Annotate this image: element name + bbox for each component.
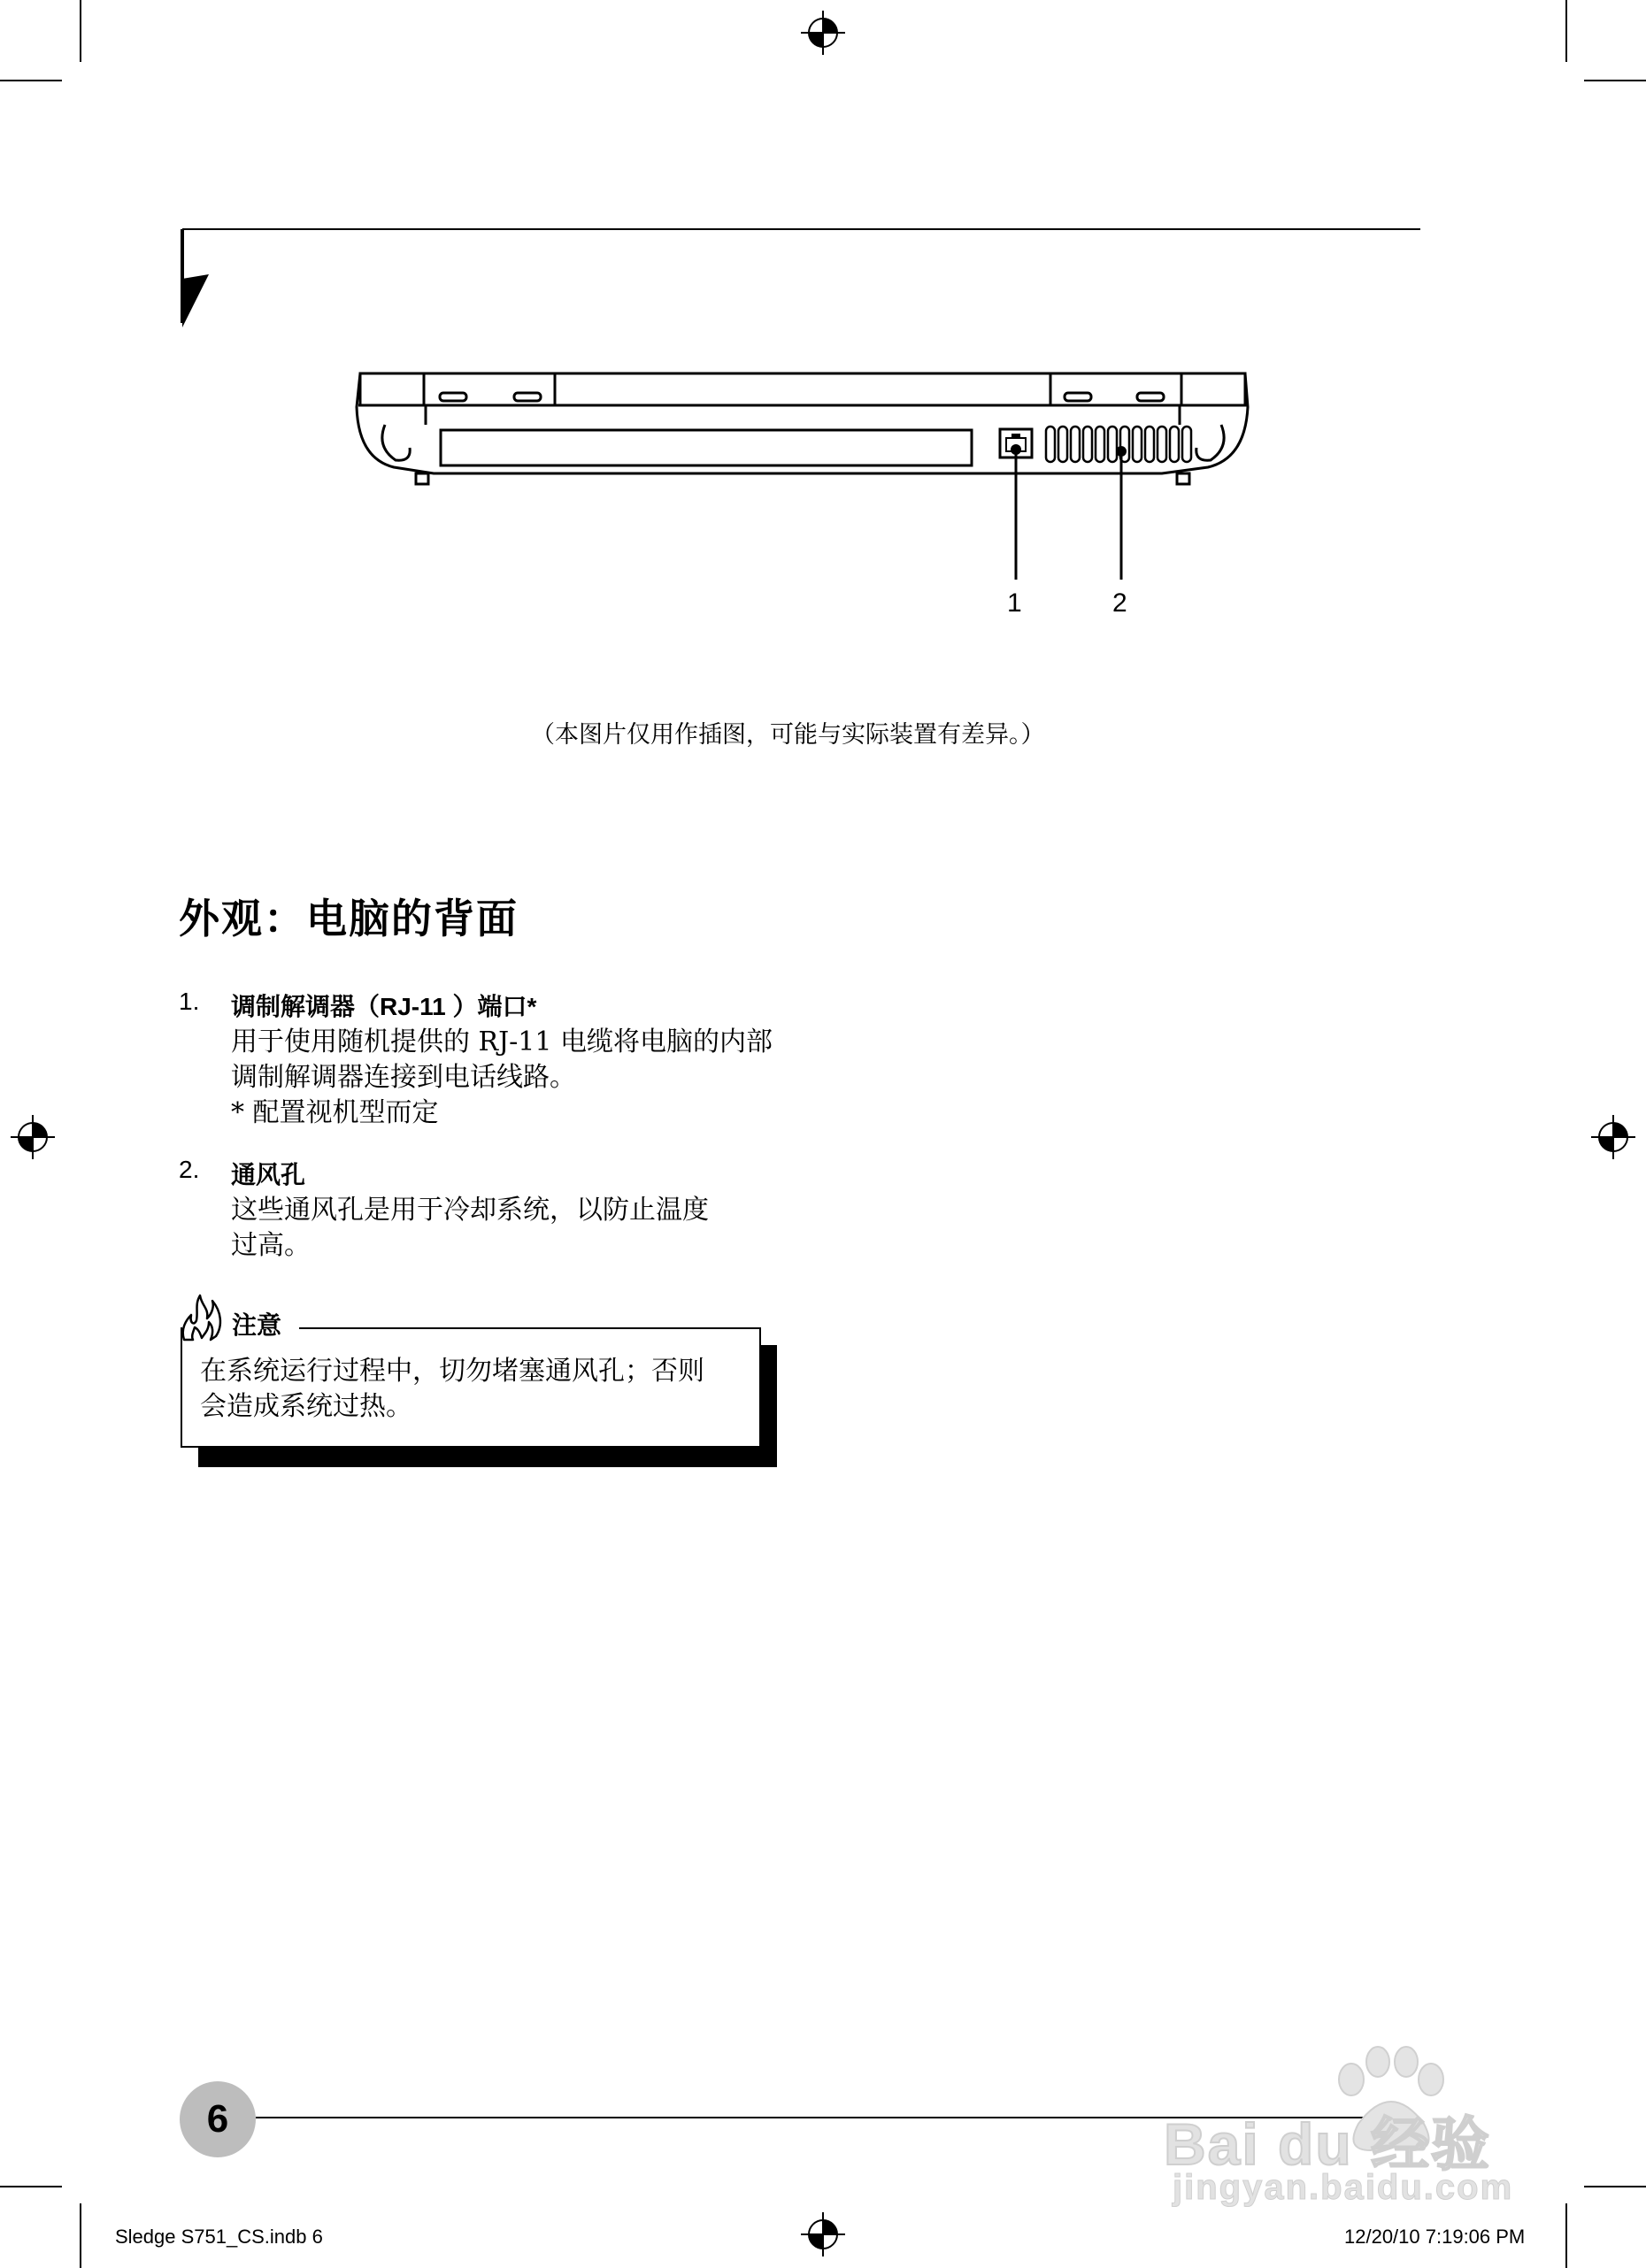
description-line: 用于使用随机提供的 RJ-11 电缆将电脑的内部 — [231, 1026, 773, 1057]
fire-icon — [179, 1294, 225, 1343]
baidu-watermark — [1146, 2026, 1562, 2207]
print-slug-file: Sledge S751_CS.indb 6 — [115, 2226, 323, 2248]
item-description — [231, 1193, 797, 1264]
page-number: 6 — [206, 2097, 229, 2141]
figure-caption: （本图片仅用作插图，可能与实际装置有差异。） — [531, 721, 1045, 749]
crop-mark — [1584, 80, 1646, 81]
crop-mark — [0, 2186, 62, 2187]
watermark-brand: Bai du 经验 — [1164, 2111, 1492, 2177]
caution-line: 会造成系统过热。 — [200, 1391, 412, 1422]
list-item — [179, 1156, 816, 1262]
crop-mark — [0, 80, 62, 81]
callout-label-2: 2 — [1112, 588, 1127, 618]
caution-text — [200, 1354, 704, 1425]
caution-label: 注意 — [232, 1306, 287, 1342]
item-number: 1. — [179, 988, 200, 1015]
crop-mark — [80, 2203, 81, 2268]
crop-mark — [1565, 2203, 1567, 2268]
item-description — [231, 1025, 797, 1131]
section-title: 外观：电脑的背面 — [179, 896, 519, 942]
item-number: 2. — [179, 1156, 200, 1183]
callout-label-1: 1 — [1007, 588, 1022, 618]
print-slug-timestamp: 12/20/10 7:19:06 PM — [1344, 2226, 1526, 2248]
registration-mark-icon — [801, 2212, 845, 2256]
crop-mark — [80, 0, 81, 62]
item-heading: 调制解调器（RJ-11 ）端口* — [231, 993, 537, 1020]
description-line: * 配置视机型而定 — [231, 1097, 439, 1128]
caution-line: 在系统运行过程中，切勿堵塞通风孔；否则 — [200, 1356, 704, 1387]
registration-mark-icon — [801, 11, 845, 55]
crop-mark — [1584, 2186, 1646, 2187]
description-line: 过高。 — [231, 1230, 311, 1261]
registration-mark-icon — [11, 1115, 55, 1159]
description-line: 调制解调器连接到电话线路。 — [231, 1062, 576, 1093]
crop-mark — [1565, 0, 1567, 62]
header-rule — [177, 226, 1420, 332]
caution-box-top-rule — [299, 1327, 761, 1329]
description-line: 这些通风孔是用于冷却系统，以防止温度 — [231, 1195, 709, 1226]
watermark-url: jingyan.baidu.com — [1173, 2168, 1514, 2207]
registration-mark-icon — [1591, 1115, 1635, 1159]
item-heading: 通风孔 — [231, 1161, 306, 1188]
list-item — [179, 988, 816, 1129]
